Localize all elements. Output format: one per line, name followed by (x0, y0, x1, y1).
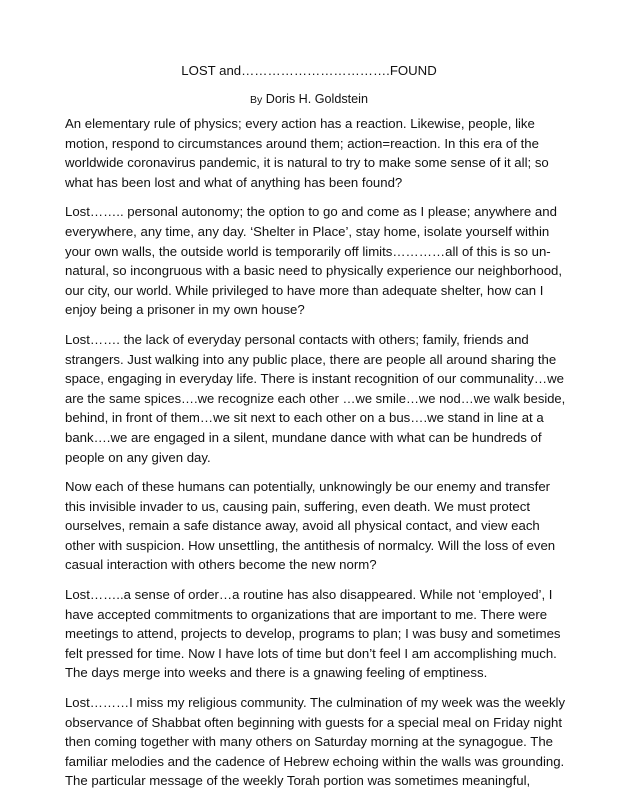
paragraph-line: what has been lost and what of anything has been found? (65, 174, 403, 190)
author-name: Doris H. Goldstein (265, 92, 368, 106)
paragraph-line: meetings to attend, projects to develop, programs to plan; I was busy and sometimes (65, 626, 561, 642)
paragraph-line: The days merge into weeks and there is a gnawing feeling of emptiness. (65, 665, 488, 681)
paragraph-line: Lost………I miss my religious community. The culmination of my week was the weekly (65, 695, 566, 711)
paragraph-line: space, engaging in everyday life. There is instant recognition of our communality…we (65, 371, 564, 387)
document-byline (0, 92, 618, 108)
paragraph-line: Now each of these humans can potentially, unknowingly be our enemy and transfer (65, 479, 551, 495)
paragraph-line: worldwide coronavirus pandemic, it is natural to try to make some sense of it all; so (65, 155, 549, 171)
paragraph-line: your own walls, the outside world is temporarily off limits…………all of this is so un- (65, 243, 551, 259)
document-body (65, 114, 565, 801)
paragraph-line: this invisible invader to us, causing pain, suffering, even death. We must protect (65, 498, 530, 514)
paragraph-line: people on any given day. (65, 449, 211, 465)
body-paragraph (65, 202, 565, 320)
paragraph-line: Lost……..a sense of order…a routine has also disappeared. While not ‘employed’, I (65, 587, 553, 603)
paragraph-line: strangers. Just walking into any public place, there are people all around sharing the (65, 351, 557, 367)
byline-prefix: By (250, 94, 263, 106)
paragraph-line: casual interaction with others become the new norm? (65, 557, 377, 573)
paragraph-line: familiar melodies and the cadence of Hebrew echoing within the walls was grounding. (65, 753, 565, 769)
paragraph-line: everywhere, any time, any day. ‘Shelter in Place’, stay home, isolate yourself within (65, 223, 550, 239)
paragraph-line: motion, respond to circumstances around them; action=reaction. In this era of the (65, 135, 539, 151)
body-paragraph (65, 693, 565, 791)
paragraph-line: our city, our world. While privileged to have more than adequate shelter, how can I (65, 282, 544, 298)
paragraph-line: natural, so incongruous with a basic need to physically experience our neighborhood, (65, 263, 563, 279)
paragraph-line: other with suspicion. How unsettling, the antithesis of normalcy. Will the loss of even (65, 537, 556, 553)
paragraph-line: bank….we are engaged in a silent, mundane dance with what can be hundreds of (65, 429, 542, 445)
paragraph-line: then coming together with many others on Saturday morning at the synagogue. The (65, 734, 553, 750)
paragraph-line: felt pressed for time. Now I have lots of time but don’t feel I am accomplishing much. (65, 645, 557, 661)
paragraph-line: The particular message of the weekly Torah portion was sometimes meaningful, (65, 773, 531, 789)
paragraph-line: enjoy being a prisoner in my own house? (65, 302, 305, 318)
body-paragraph (65, 477, 565, 575)
paragraph-line: Lost……. the lack of everyday personal contacts with others; family, friends and (65, 331, 529, 347)
paragraph-line: have accepted commitments to organizations that are important to me. There were (65, 606, 548, 622)
body-paragraph (65, 585, 565, 683)
body-paragraph (65, 330, 565, 467)
document-title: LOST and…………………………….FOUND (181, 63, 437, 78)
body-paragraph (65, 114, 565, 192)
paragraph-line: An elementary rule of physics; every action has a reaction. Likewise, people, like (65, 116, 535, 131)
paragraph-line: ourselves, remain a safe distance away, avoid all physical contact, and view each (65, 518, 540, 534)
paragraph-line: observance of Shabbat often beginning with guests for a special meal on Friday night (65, 714, 563, 730)
paragraph-line: are the same spices….we recognize each other …we smile…we nod…we walk beside, (65, 390, 566, 406)
paragraph-line: Lost…….. personal autonomy; the option to go and come as I please; anywhere and (65, 204, 557, 220)
paragraph-line: behind, in front of them…we sit next to each other on a bus….we stand in line at a (65, 410, 544, 426)
